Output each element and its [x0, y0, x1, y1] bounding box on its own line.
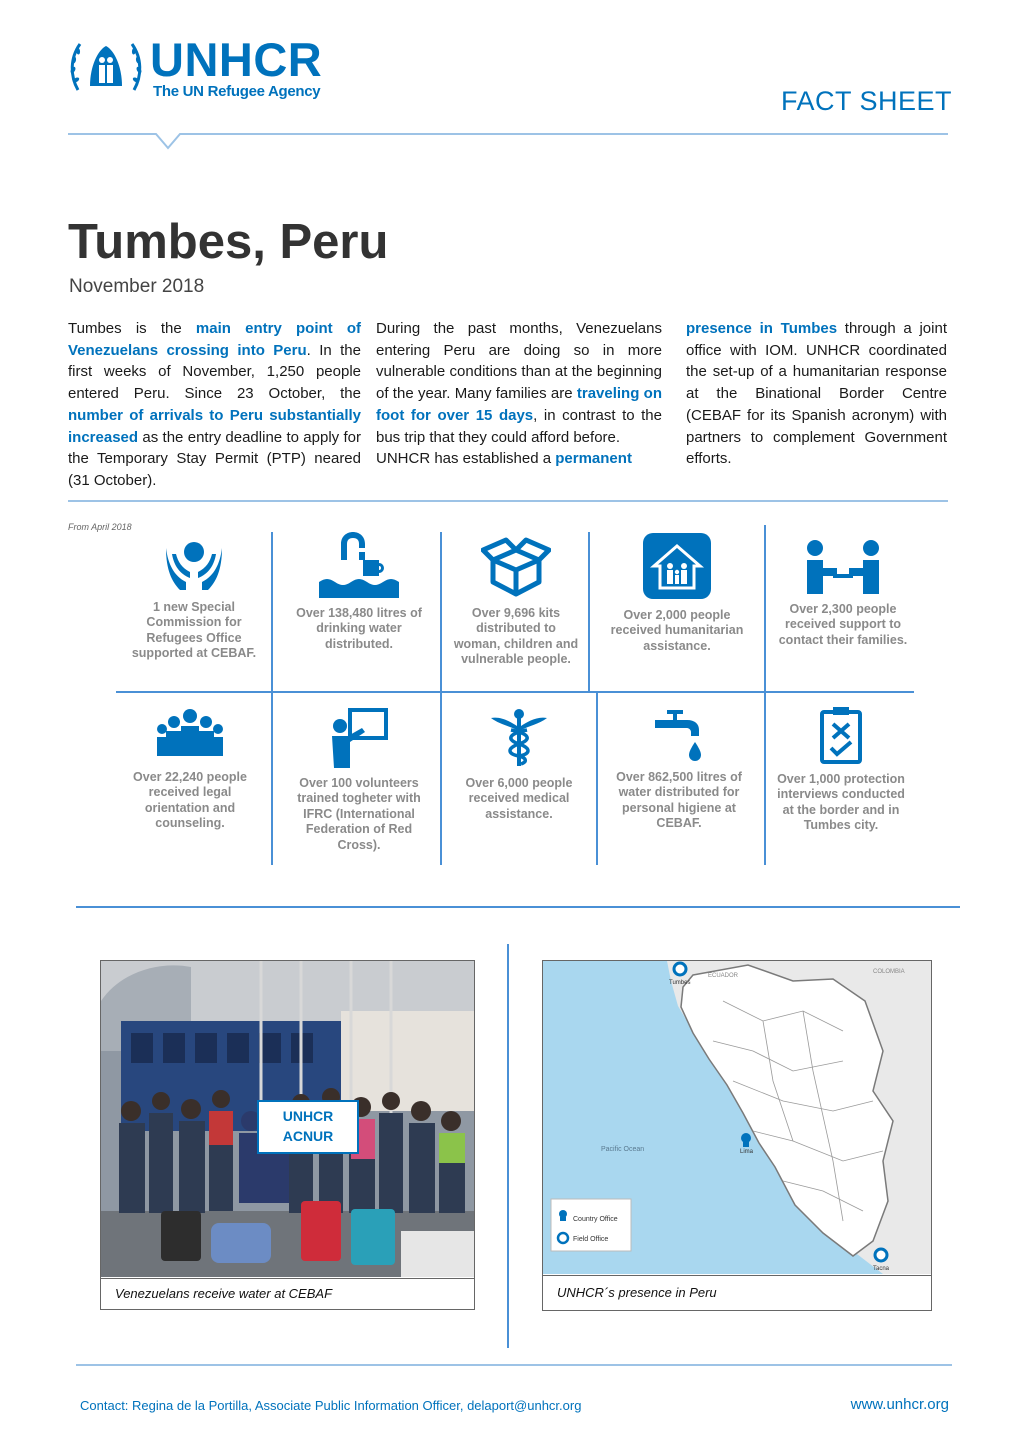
shelter-family-icon	[642, 532, 712, 600]
grid-vline	[440, 532, 442, 692]
photo-figure	[100, 960, 475, 1310]
intro-divider	[68, 500, 948, 502]
grid-vline	[596, 693, 598, 865]
water-tap-icon	[319, 530, 399, 598]
intro-column-1: Tumbes is the main entry point of Venezuelans crossing into Peru. In the first weeks of November, 1,250 people entered Peru. Since 23 October, the number of arrivals to Peru substantially increased as the entry deadline to apply for the Temporary Stay Permit (PTP) neared (31 October).	[68, 320, 361, 489]
kit-box-icon	[481, 536, 551, 598]
medical-caduceus-icon	[491, 708, 547, 768]
svg-text:Tumbes: Tumbes	[669, 980, 691, 986]
media-divider	[507, 944, 509, 1348]
grid-vline	[588, 532, 590, 692]
training-board-icon	[330, 708, 388, 768]
publication-date: November 2018	[69, 276, 205, 297]
svg-text:UNHCR: UNHCR	[282, 1108, 334, 1124]
group-people-icon	[157, 708, 223, 762]
intro-column-2: During the past months, Venezuelans entering Peru are doing so in more vulnerable conditions than at the beginning of the year. Many families are traveling on foot for over 15 days, in contrast to the bus trip that they could afford before. UNHCR has established a permanent	[376, 320, 662, 468]
grid-vline	[764, 693, 766, 865]
grid-vline	[440, 693, 442, 865]
stat-card: Over 2,300 people received support to contact their families.	[768, 538, 918, 648]
map-caption: UNHCR´s presence in Peru	[543, 1275, 931, 1310]
footer-contact: Contact: Regina de la Portilla, Associate Public Information Officer, delaport@unhcr.org	[80, 1398, 582, 1413]
checklist-clipboard-icon	[819, 706, 863, 764]
footer-website-link[interactable]: www.unhcr.org	[850, 1396, 949, 1413]
svg-text:Country Office: Country Office	[573, 1216, 618, 1223]
svg-text:COLOMBIA: COLOMBIA	[873, 969, 905, 975]
svg-text:Tacna: Tacna	[873, 1266, 890, 1272]
grid-vline	[271, 693, 273, 865]
family-reunion-icon	[805, 538, 881, 594]
photo-caption: Venezuelans receive water at CEBAF	[101, 1278, 474, 1309]
svg-text:ECUADOR: ECUADOR	[708, 973, 739, 979]
stat-card: 1 new Special Commission for Refugees Office supported at CEBAF.	[130, 538, 258, 662]
grid-vline	[764, 525, 766, 692]
page-title: Tumbes, Peru	[68, 215, 389, 269]
stat-card: Over 100 volunteers trained togheter with IFRC (International Federation of Red Cross).	[290, 708, 428, 853]
helping-hands-icon	[164, 538, 224, 592]
stat-card: Over 6,000 people received medical assistance.	[452, 708, 586, 822]
field-office-marker-tacna	[875, 1249, 887, 1261]
stats-divider	[76, 906, 960, 908]
stat-card: Over 138,480 litres of drinking water distributed.	[292, 530, 426, 652]
header-rule	[68, 130, 948, 152]
crowd-photo	[101, 961, 474, 1277]
svg-text:Lima: Lima	[740, 1149, 754, 1155]
stat-card: Over 862,500 litres of water distributed for personal higiene at CEBAF.	[604, 708, 754, 832]
stat-card: Over 9,696 kits distributed to woman, children and vulnerable people.	[452, 536, 580, 668]
document-type: FACT SHEET	[780, 86, 952, 116]
unhcr-emblem-icon	[68, 36, 144, 98]
intro-column-3: presence in Tumbes through a joint office with IOM. UNHCR coordinated the set-up of a humanitarian response at the Binational Border Centre (CEBAF for its Spanish acronym) with partners to complement Government efforts.	[686, 320, 947, 468]
svg-text:ACNUR: ACNUR	[282, 1128, 334, 1144]
map-legend	[551, 1199, 631, 1251]
logo-tagline: The UN Refugee Agency	[153, 83, 321, 100]
footer-rule	[76, 1364, 952, 1366]
map-figure	[542, 960, 932, 1311]
stat-card: Over 22,240 people received legal orientation and counseling.	[120, 708, 260, 832]
grid-vline	[271, 532, 273, 692]
peru-presence-map	[543, 961, 931, 1274]
faucet-drop-icon	[653, 708, 705, 762]
stat-card: Over 1,000 protection interviews conducted at the border and in Tumbes city.	[776, 706, 906, 834]
field-office-marker-tumbes	[674, 963, 686, 975]
stat-card: Over 2,000 people received humanitarian assistance.	[600, 532, 754, 654]
stats-period-note: From April 2018	[68, 522, 132, 532]
logo-wordmark: UNHCR	[150, 33, 323, 86]
grid-hline	[116, 691, 914, 693]
svg-text:Field Office: Field Office	[573, 1236, 609, 1243]
svg-text:Pacific Ocean: Pacific Ocean	[601, 1146, 645, 1153]
